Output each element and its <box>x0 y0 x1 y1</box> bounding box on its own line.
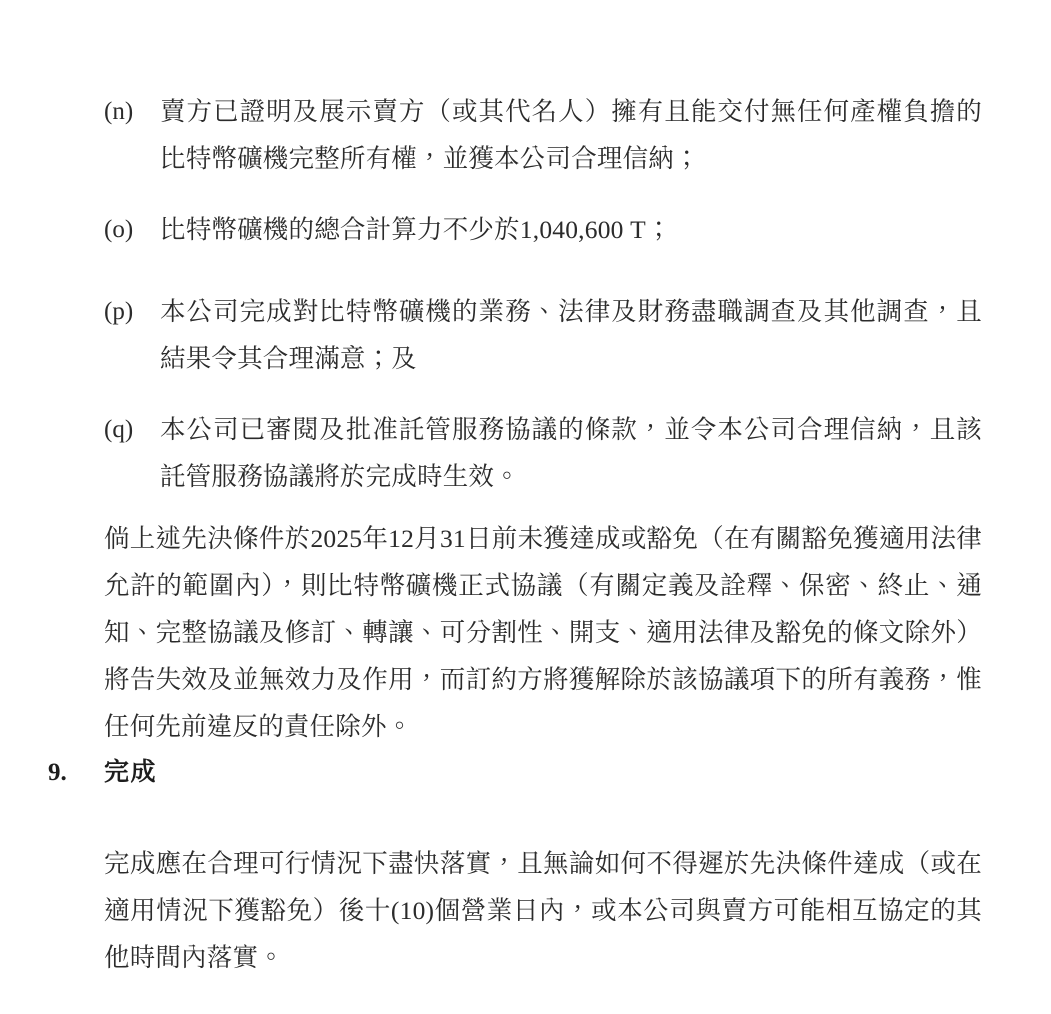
section-number: 9. <box>48 759 67 786</box>
clause-label-p: (p) <box>104 298 134 325</box>
section-title: 完成 <box>104 757 158 786</box>
clause-label-q: (q) <box>104 416 134 443</box>
lapse-paragraph: 倘上述先決條件於2025年12月31日前未獲達成或豁免（在有關豁免獲適用法律允許的範圍內），則比特幣礦機正式協議（有關定義及詮釋、保密、終止、通知、完整協議及修訂、轉讓、可分割性、開支、適用法律及豁免的條文除外）將告失效及並無效力及作用，而訂約方將獲解除於該協議項下的所有義務，惟任何先前違反的責任除外。 <box>104 524 982 741</box>
clause-text-p: 本公司完成對比特幣礦機的業務、法律及財務盡職調查及其他調查，且結果令其合理滿意；及 <box>160 297 982 373</box>
completion-paragraph: 完成應在合理可行情況下盡快落實，且無論如何不得遲於先決條件達成（或在適用情況下獲豁免）後十(10)個營業日內，或本公司與賣方可能相互協定的其他時間內落實。 <box>104 849 982 972</box>
clause-item-q <box>104 406 982 500</box>
clause-label-o: (o) <box>104 216 134 243</box>
clause-item-n <box>104 88 982 182</box>
clause-text-n: 賣方已證明及展示賣方（或其代名人）擁有且能交付無任何產權負擔的比特幣礦機完整所有權，並獲本公司合理信納； <box>160 97 982 173</box>
clause-label-n: (n) <box>104 98 134 125</box>
clause-item-p <box>104 288 982 382</box>
clause-text-o: 比特幣礦機的總合計算力不少於1,040,600 T； <box>160 215 672 244</box>
clause-item-o <box>104 206 982 253</box>
section-heading-9 <box>48 752 982 793</box>
clause-text-q: 本公司已審閱及批准託管服務協議的條款，並令本公司合理信納，且該託管服務協議將於完成時生效。 <box>160 415 982 491</box>
